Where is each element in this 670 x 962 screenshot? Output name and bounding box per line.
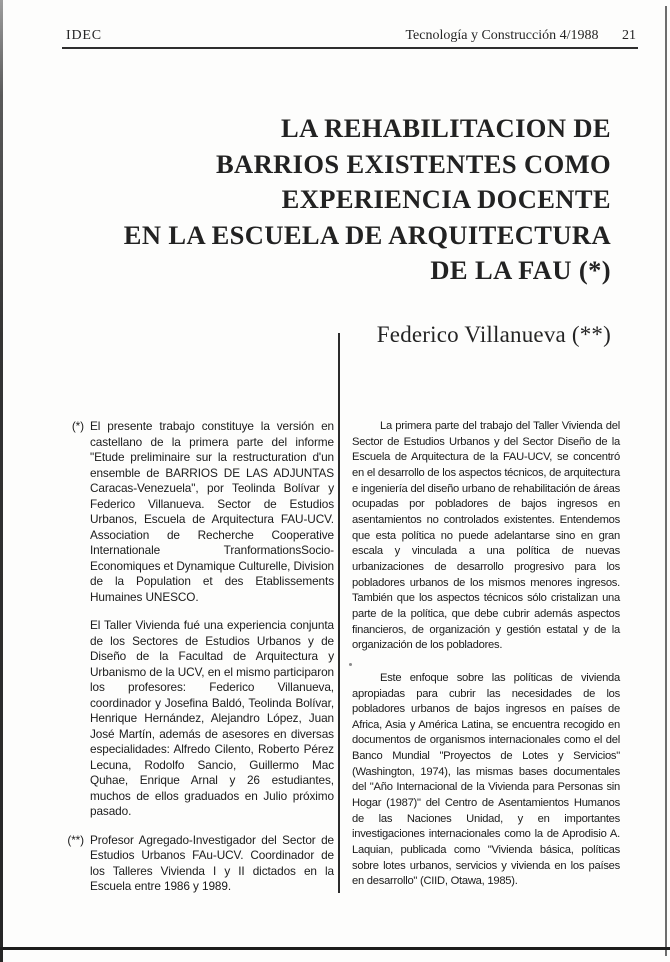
footnote-double-star	[64, 833, 334, 895]
page-number: 21	[622, 28, 636, 43]
scan-edge-left	[0, 0, 3, 962]
footnote-double-star-text: Profesor Agregado-Investigador del Sector de Estudios Urbanos FAu-UCV. Coordinador de los Talleres Vivienda I y II dictados en la Escuela entre 1986 y 1989.	[90, 832, 334, 893]
column-divider	[338, 333, 340, 893]
journal-abbrev: IDEC	[66, 28, 102, 43]
journal-issue: Tecnología y Construcción 4/1988	[405, 28, 599, 43]
author-name: Federico Villanueva (**)	[376, 322, 611, 347]
title-line-1: LA REHABILITACION DE	[281, 113, 611, 143]
left-column-footnotes	[64, 419, 334, 908]
scan-edge-right	[665, 6, 667, 956]
body-paragraph-1: La primera parte del trabajo del Taller Vivienda del Sector de Estudios Urbanos y del Sector Diseño de la Escuela de Arquitectura de la FAU-UCV, se concentró en el desarrollo de los aspectos técnicos, de arquitectura e ingeniería del diseño urbano de rehabilitación de áreas ocupadas por pobladores de bajos ingresos en asentamientos no controlados existentes. Entendemos que esta política no puede adelantarse sino en gran escala y vinculada a una política de nuevas urbanizaciones de desarrollo progresivo para los pobladores urbanos de los mismos menores ingresos. También que los aspectos técnicos sólo cristalizan una parte de la política, que debe cubrir además aspectos financieros, de organización y gestión estatal y de la organización de los pobladores.	[352, 420, 620, 652]
footnote-star-text: El presente trabajo constituye la versión en castellano de la primera parte del informe "Etude preliminaire sur la restructuration d'un ensemble de BARRIOS DE LAS ADJUNTAS Caracas-Venezuela", por Teolinda Bolívar y Federico Villanueva. Sector de Estudios Urbanos, Escuela de Arquitectura FAU-UCV. Association de Recherche Cooperative Internationale TranformationsSocio-Economiques et Dynamique Culturelle, Division de la Population et des Etablissements Humaines UNESCO.	[90, 419, 335, 604]
footnote-star-continuation: El Taller Vivienda fué una experiencia conjunta de los Sectores de Estudios Urbanos y de Diseño de la Facultad de Arquitectura y Urbanismo de la UCV, en el mismo participaron los profesores: Federico Villanueva, coordinador y Josefina Baldó, Teolinda Bolívar, Henrique Hernández, Alejandro López, Juan José Martín, además de asesores en diversas especialidades: Alfredo Cilento, Roberto Pérez Lecuna, Rodolfo Sancio, Guillermo Mac Quhae, Enrique Arnal y 26 estudiantes, muchos de ellos graduados en Julio próximo pasado.	[90, 618, 334, 818]
header-rule	[62, 47, 638, 49]
footnote-star-marker: (*)	[71, 419, 84, 433]
title-line-4: EN LA ESCUELA DE ARQUITECTURA	[123, 219, 611, 250]
footnote-double-star-marker: (**)	[67, 832, 84, 847]
body-text-column	[352, 419, 620, 907]
title-line-3: EXPERIENCIA DOCENTE	[281, 184, 611, 214]
article-title	[70, 111, 611, 289]
body-paragraph-2: Este enfoque sobre las políticas de vivienda apropiadas para cubrir las necesidades de los pobladores urbanos de bajos ingresos en países de Africa, Asia y América Latina, se encuentra recogido en documentos de organismos internacionales como el del Banco Mundial "Proyectos de Lotes y Servicios" (Washington, 1974), las mismas bases documentales del "Año Internacional de la Vivienda para Personas sin Hogar (1987)" del Centro de Asentamientos Humanos de las Naciones Unidad, y en importantes investigaciones internacionales como la de Aprodisio A. Laquian, publicada como "Vivienda básica, políticas sobre lotes urbanos, servicios y vivienda en los países en desarrollo" (CIID, Otawa, 1985).	[352, 671, 620, 888]
title-line-2: BARRIOS EXISTENTES COMO	[215, 148, 611, 179]
title-line-5: DE LA FAU (*)	[430, 255, 611, 285]
scan-speck	[349, 663, 352, 666]
scan-edge-bottom	[0, 947, 670, 950]
running-head-right	[405, 27, 636, 45]
footnote-star	[64, 419, 334, 605]
